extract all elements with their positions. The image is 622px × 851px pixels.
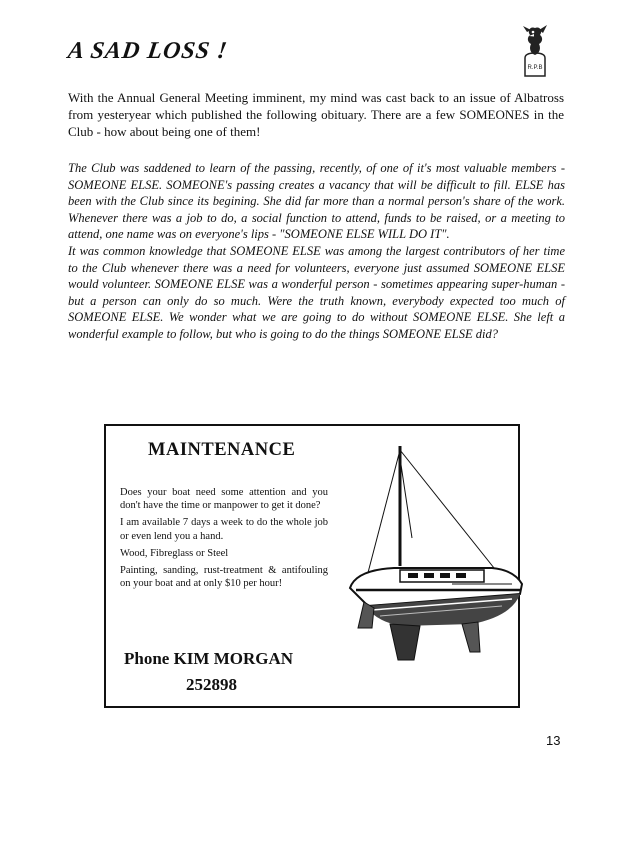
obituary-paragraph-2: It was common knowledge that SOMEONE ELSE was among the largest contributors of her time to the Club whenever there was a need for volunteers, everyone just assumed SOMEONE ELSE would volunteer. SOMEONE ELSE was a wonderful person - sometimes appearing super-human - but a person can only do so much. Were the truth known, everybody expected too much of SOMEONE ELSE. We wonder what we are going to do without SOMEONE ELSE. She left a wonderful example to follow, but who is going to do the things SOMEONE ELSE did? [68,243,565,341]
ad-paragraph-3: Wood, Fibreglass or Steel [120,547,229,559]
ad-phone-number: 252898 [186,675,237,694]
ad-paragraph-2: I am available 7 days a week to do the whole job or even lend you a hand. [120,517,328,542]
obituary-text [68,160,565,343]
ad-heading: MAINTENANCE [148,440,296,460]
maintenance-advertisement [104,424,520,708]
ad-phone-label: Phone KIM MORGAN [124,649,294,668]
ad-phone-contact [124,646,293,698]
albatross-emblem-icon [515,22,555,82]
ad-paragraph-4: Painting, sanding, rust-treatment & antifouling on your boat and at only $10 per hour! [120,565,328,590]
intro-paragraph: With the Annual General Meeting imminent, my mind was cast back to an issue of Albatross from yesteryear which published the following obituary. There are a few SOMEONES in the Club - how about being one of them! [68,90,564,139]
obituary-paragraph-1: The Club was saddened to learn of the passing, recently, of one of it's most valuable members - SOMEONE ELSE. SOMEONE's passing creates a vacancy that will be difficult to fill. ELSE has been with the Club since its begining. She did far more than a normal person's share of the work. Whenever there was a job to do, a social function to attend, funds to be raised, or a meeting to attend, one name was on everyone's lips - "SOMEONE ELSE WILL DO IT". [68,161,565,242]
article-title: A SAD LOSS ! [66,38,230,64]
emblem-letters: R.P.B [527,65,543,71]
sailboat-illustration-icon [342,438,528,678]
ad-paragraph-1: Does your boat need some attention and you don't have the time or manpower to get it done? [120,487,328,512]
ad-body [120,486,328,594]
page-number: 13 [546,733,561,748]
